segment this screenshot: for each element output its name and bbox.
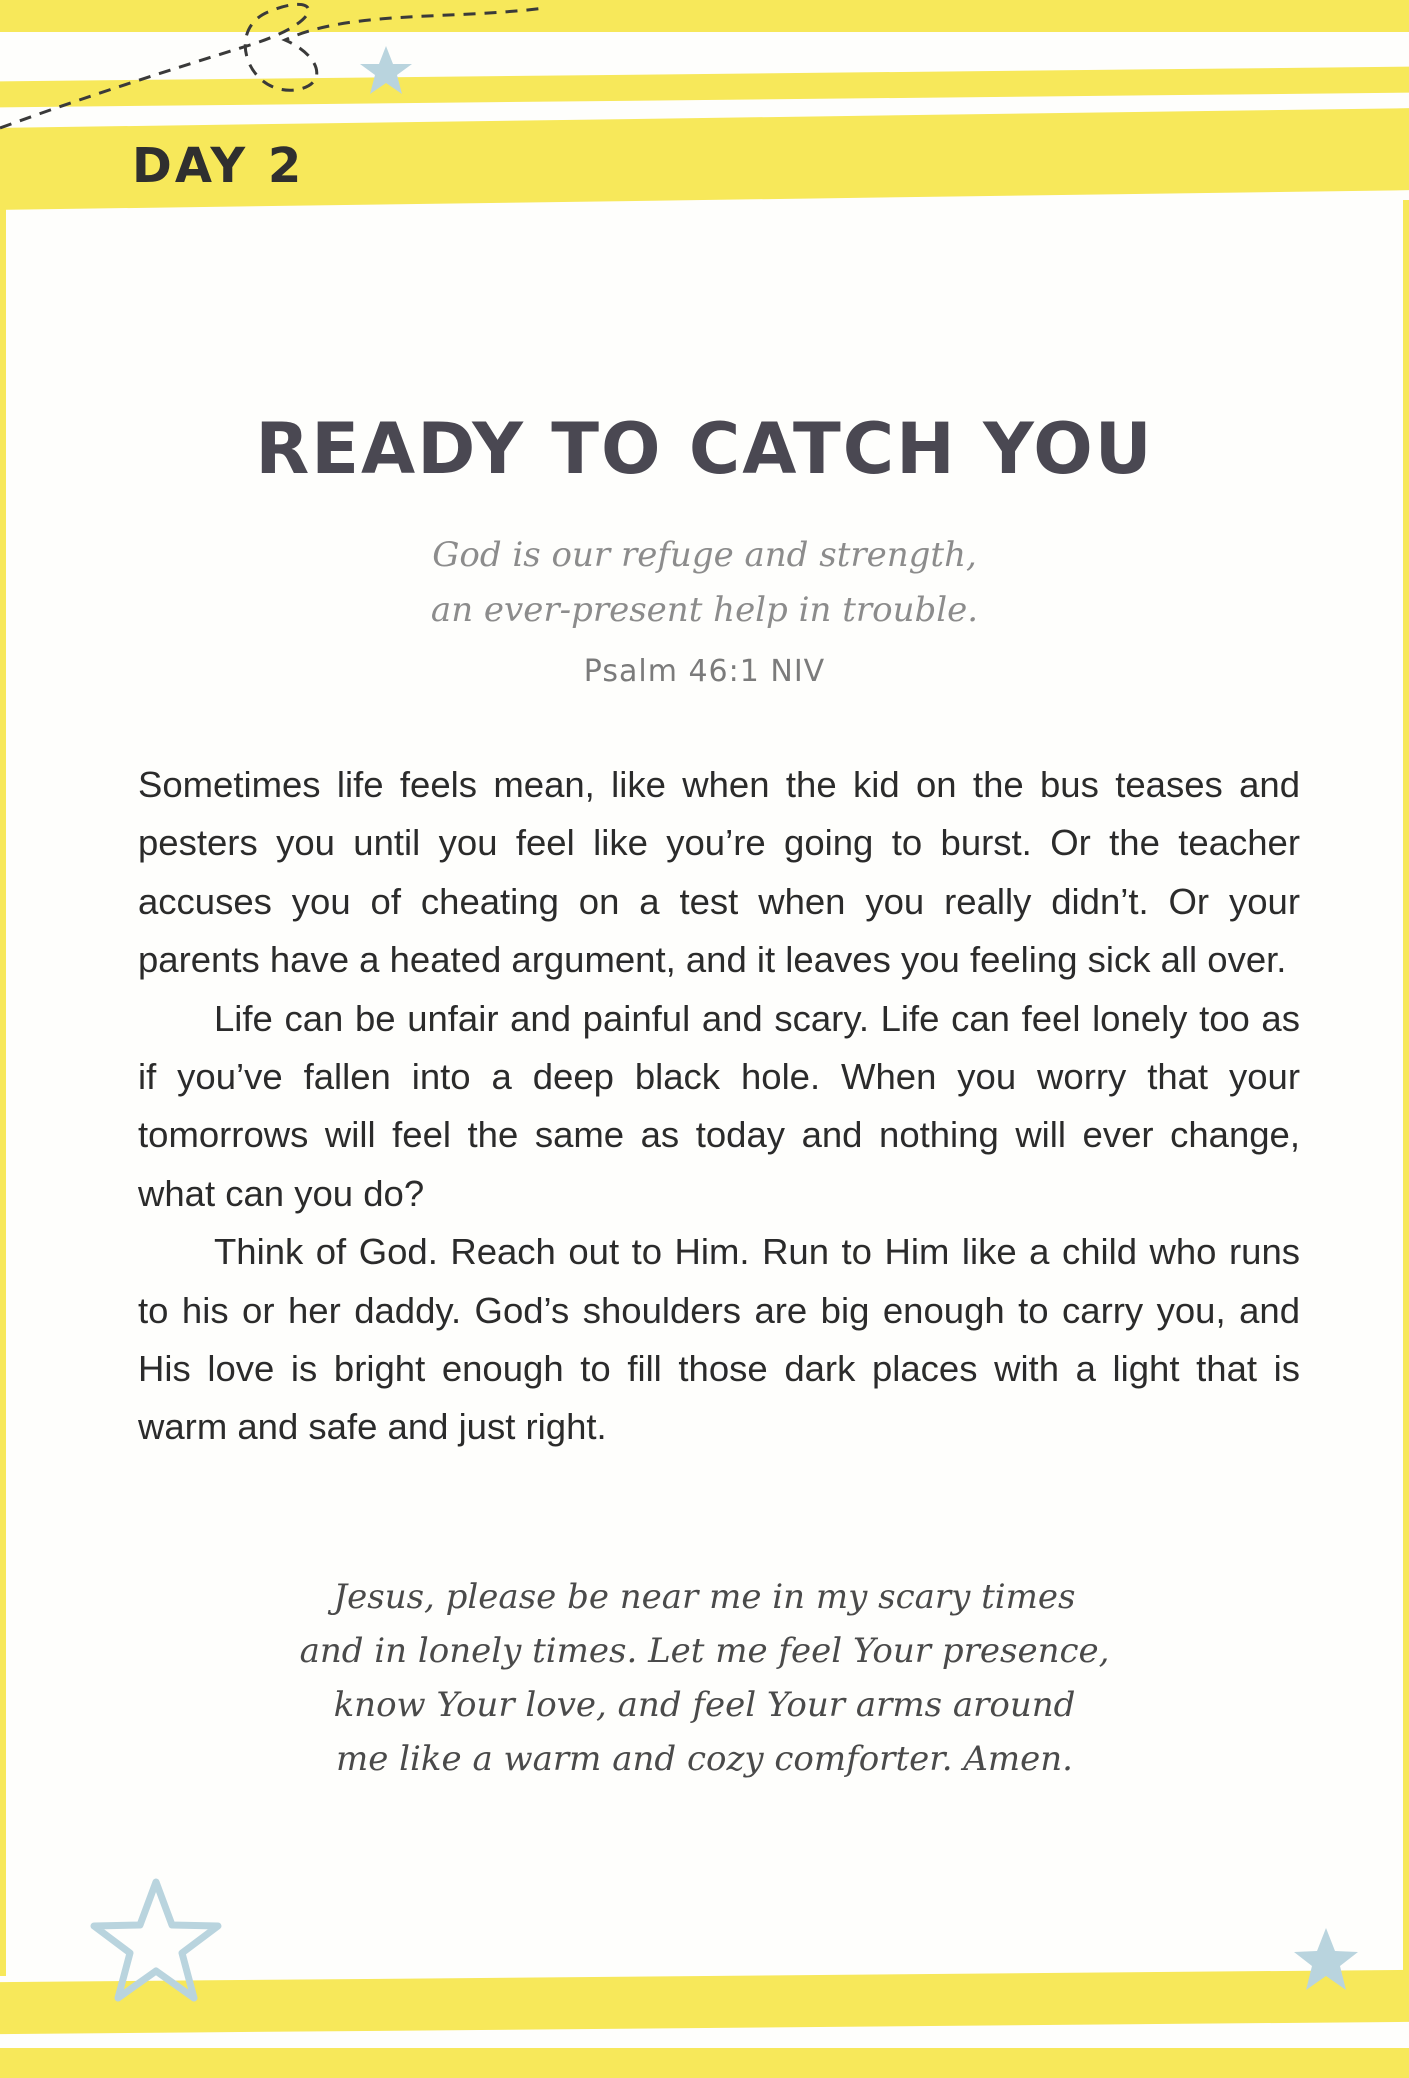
verse-reference: Psalm 46:1 NIV	[583, 654, 826, 689]
star-icon	[94, 1882, 218, 1998]
closing-prayer	[0, 1570, 1409, 1786]
day-label: DAY 2	[132, 138, 305, 194]
verse-line: God is our refuge and strength,	[432, 535, 977, 575]
prayer-line: me like a warm and cozy comforter. Amen.	[336, 1739, 1073, 1779]
page-title: READY TO CATCH YOU	[255, 408, 1154, 490]
dashed-path-icon	[0, 4, 545, 128]
prayer-line: Jesus, please be near me in my scary times	[333, 1577, 1076, 1617]
body-paragraph: Life can be unfair and painful and scary. Life can feel lonely too as if you’ve fallen into a deep black hole. When you worry that your tomorrows will feel the same as today and nothing will ever change, what can you do?	[138, 997, 1300, 1214]
prayer-line: and in lonely times. Let me feel Your presence,	[299, 1631, 1110, 1671]
devotional-body	[138, 756, 1300, 1457]
scripture-verse	[0, 528, 1409, 638]
body-paragraph: Sometimes life feels mean, like when the kid on the bus teases and pesters you until you feel like you’re going to burst. Or the teacher accuses you of cheating on a test when you really didn’t. Or your parents have a heated argument, and it leaves you feeling sick all over.	[138, 764, 1300, 981]
star-icon	[360, 46, 412, 94]
verse-line: an ever-present help in trouble.	[430, 590, 979, 630]
prayer-line: know Your love, and feel Your arms around	[333, 1685, 1076, 1725]
body-paragraph: Think of God. Reach out to Him. Run to Him like a child who runs to his or her daddy. God’s shoulders are big enough to carry you, and His love is bright enough to fill those dark places with a light that is warm and safe and just right.	[138, 1231, 1300, 1448]
star-icon	[1294, 1928, 1358, 1990]
